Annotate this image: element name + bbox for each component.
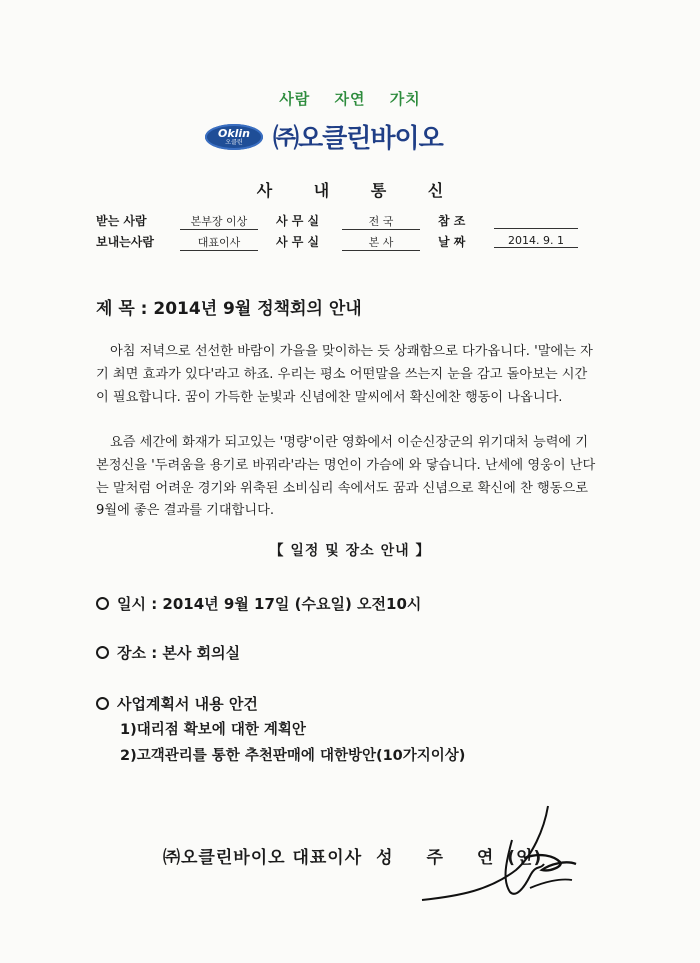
handwritten-signature-icon [420, 800, 580, 910]
place-text: 장소 : 본사 회의실 [117, 644, 241, 662]
to-label: 받는 사람 [96, 214, 147, 228]
logo-badge [205, 124, 263, 150]
signature-name: 성 주 연 [376, 848, 508, 868]
dept-from-value: 본 사 [342, 234, 420, 251]
circle-bullet-icon [96, 697, 109, 710]
agenda-item: 2)고객관리를 통한 추천판매에 대한방안(10가지이상) [120, 748, 466, 764]
seal-mark: (인) [507, 848, 543, 868]
logo-subtext: 오클린 [225, 138, 243, 146]
agenda-title: 사업계획서 내용 안건 [117, 695, 258, 713]
schedule-place [96, 642, 240, 663]
agenda-item: 1)대리점 확보에 대한 계획안 [120, 722, 306, 738]
body-paragraph-1 [96, 341, 596, 409]
ref-label: 참 조 [438, 214, 466, 228]
company-logo [205, 118, 443, 155]
subject-line: 제 목 : 2014년 9월 정책회의 안내 [96, 299, 362, 319]
signature-company: ㈜오클린바이오 대표이사 [163, 848, 363, 868]
paragraph-text: 요즘 세간에 화재가 되고있는 '명량'이란 영화에서 이순신장군의 위기대처 능력에 기본정신을 '두려움을 용기로 바꿔라'라는 명언이 가슴에 와 닿습니다. 난세에 영웅이 난다는 말처럼 어려운 경기와 위축된 소비심리 속에서도 꿈과 신념으로 확신에 찬 행동으로 9월에 좋은 결과를 기대합니다. [96, 435, 596, 519]
circle-bullet-icon [96, 646, 109, 659]
from-value: 대표이사 [180, 234, 258, 251]
company-name: ㈜오클린바이오 [273, 124, 443, 154]
dept-label-2: 사 무 실 [276, 235, 320, 249]
from-label: 보내는사람 [96, 235, 154, 249]
schedule-datetime [96, 593, 421, 614]
date-value: 2014. 9. 1 [494, 234, 578, 248]
date-label: 날 짜 [438, 235, 466, 249]
document-type: 사 내 통 신 [256, 181, 462, 200]
body-paragraph-2 [96, 432, 596, 523]
dept-to-value: 전 국 [342, 213, 420, 230]
logo-text: Oklin [217, 126, 251, 140]
paragraph-text: 아침 저녁으로 선선한 바람이 가을을 맞이하는 듯 상쾌함으로 다가옵니다. '말에는 자기 최면 효과가 있다'라고 하죠. 우리는 평소 어떤말을 쓰는지 눈을 감고 돌아보는 시간이 필요합니다. 꿈이 가득한 눈빛과 신념에찬 말씨에서 확신에찬 행동이 나옵니다. [96, 344, 593, 405]
dept-label-1: 사 무 실 [276, 214, 320, 228]
slogan: 사람 자연 가치 [279, 90, 421, 108]
datetime-text: 일시 : 2014년 9월 17일 (수요일) 오전10시 [117, 595, 422, 613]
to-value: 본부장 이상 [180, 213, 258, 230]
circle-bullet-icon [96, 597, 109, 610]
ref-value [494, 213, 578, 229]
section-title: 【 일정 및 장소 안내 】 [269, 543, 431, 559]
schedule-agenda [96, 693, 258, 714]
